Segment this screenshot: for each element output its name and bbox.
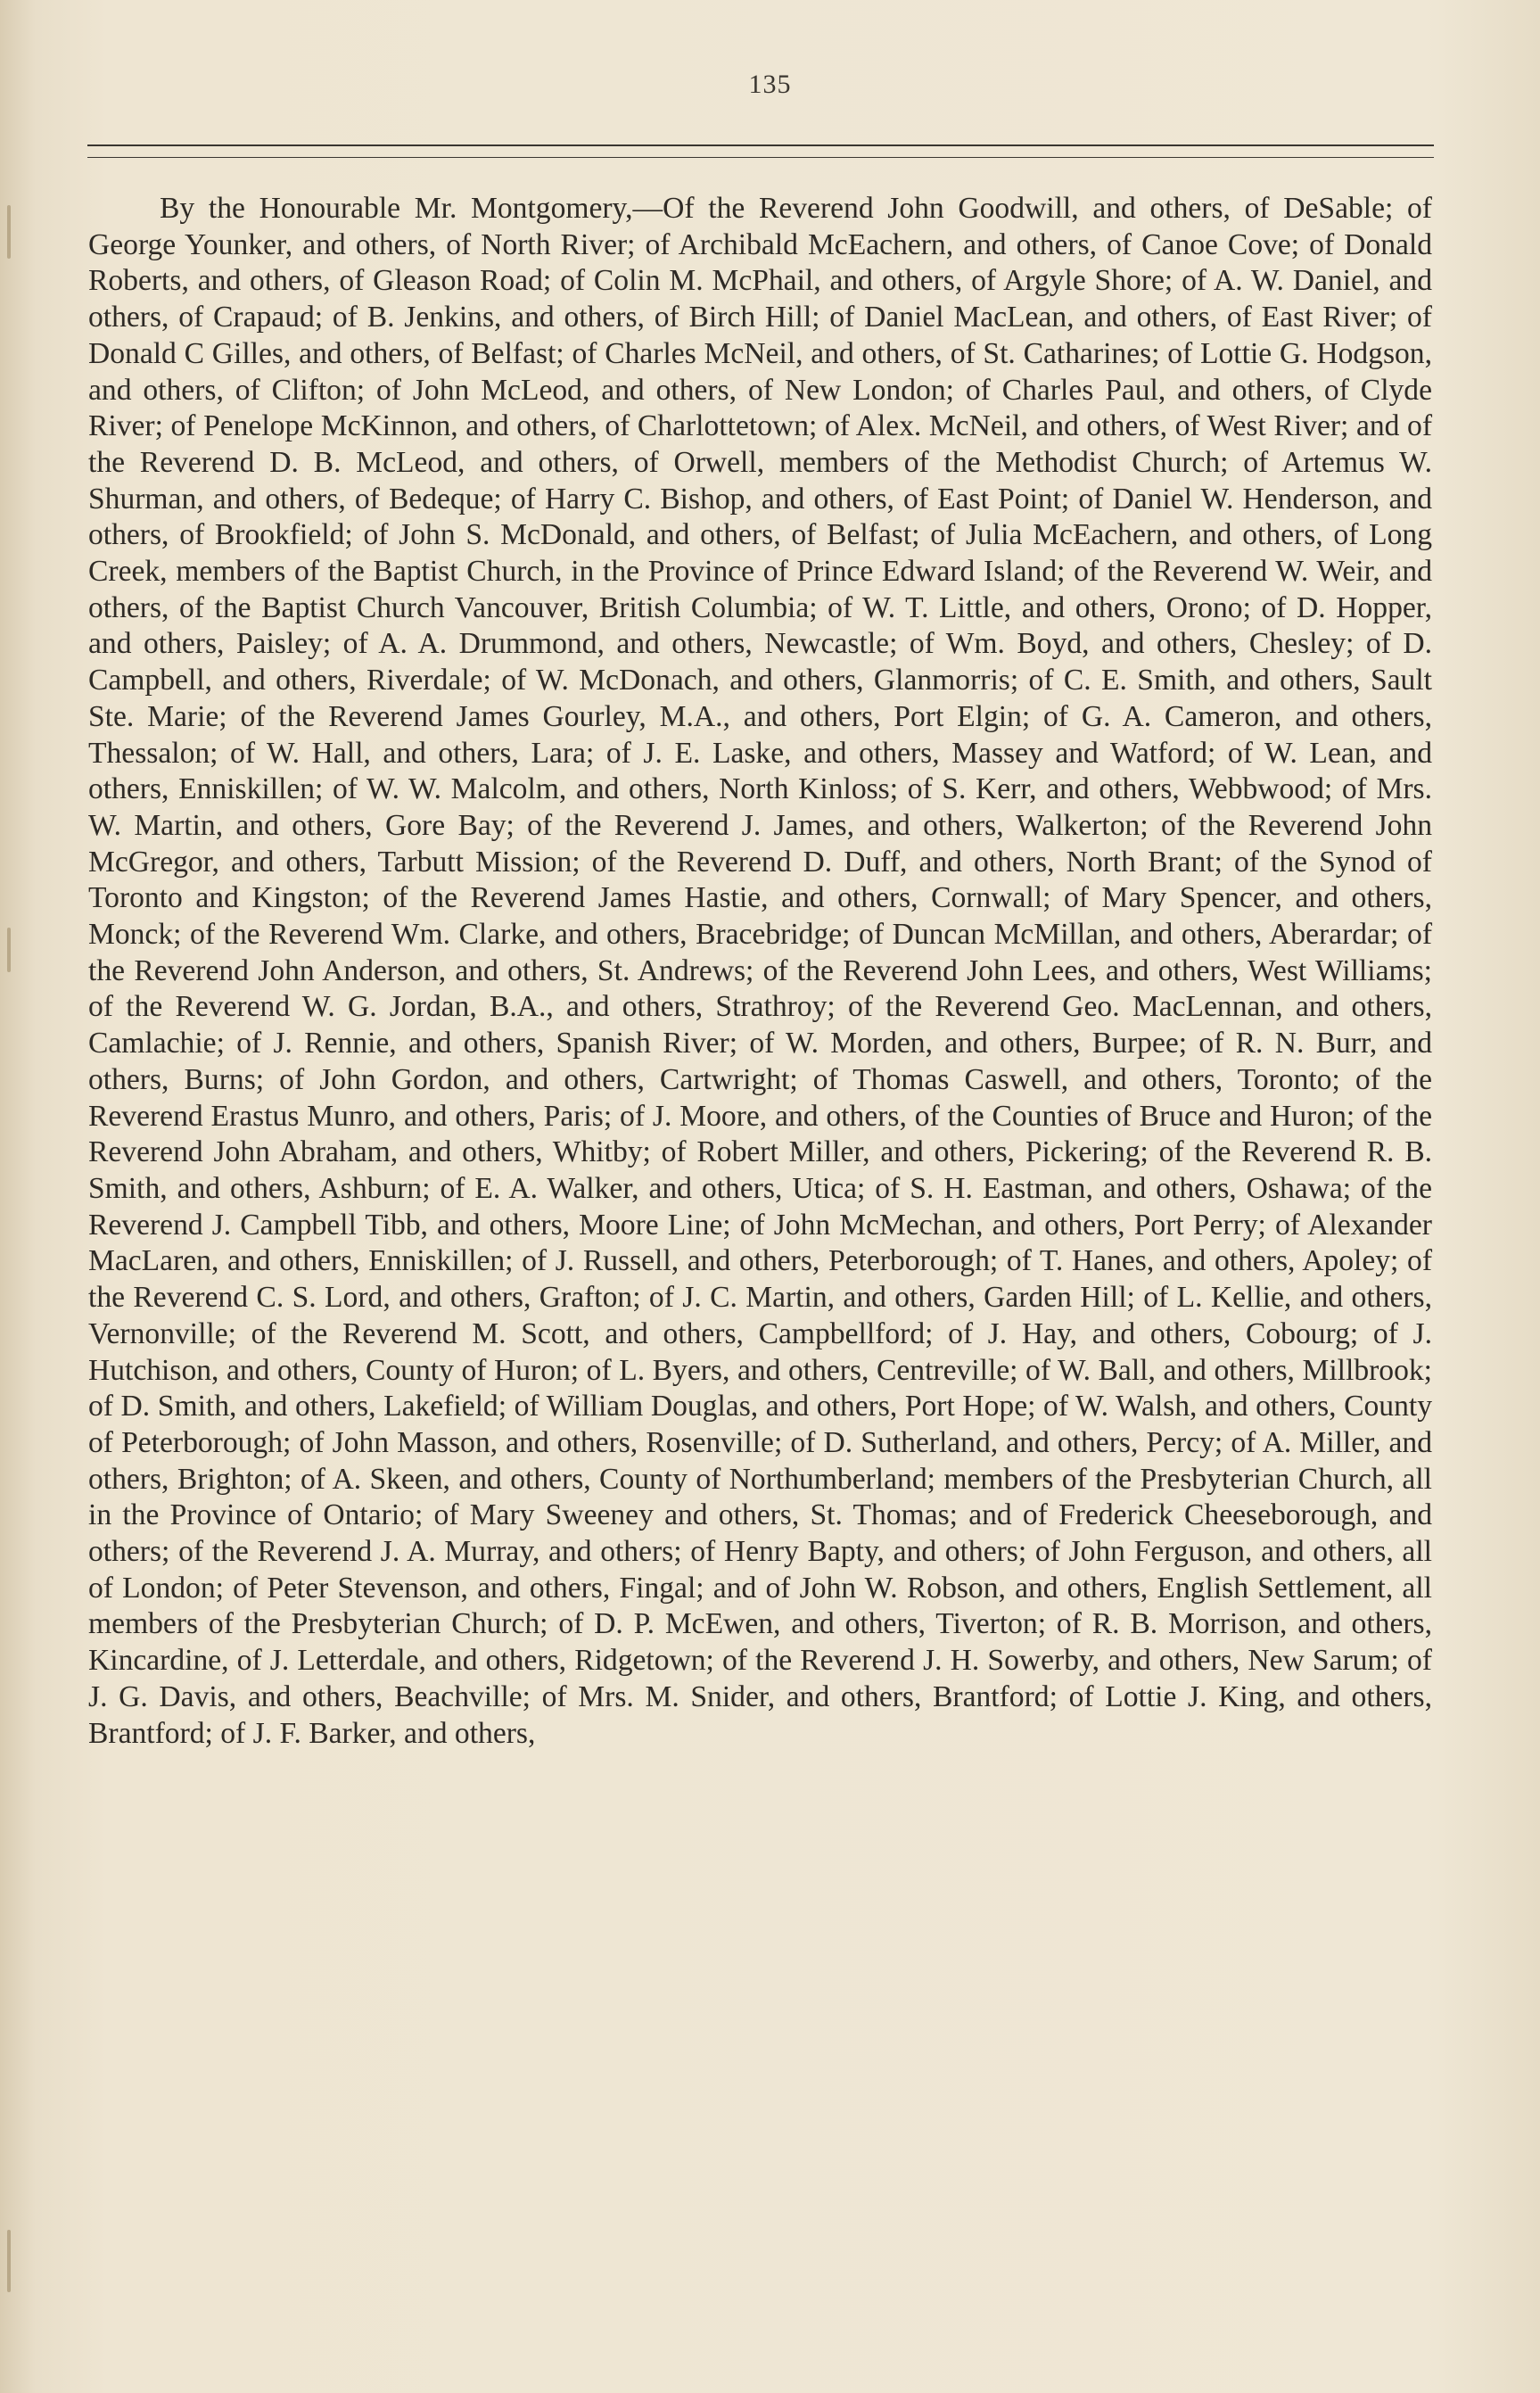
body-paragraph: By the Honourable Mr. Montgomery,—Of the Reverend John Goodwill, and others, of DeSable; of George Younker, and others, of North River; of Archibald McEachern, and others, of Canoe Cove; of Donald Roberts, and others, of Gleason Road; of Colin M. McPhail, and others, of Argyle Shore; of A. W. Daniel, and others, of Crapaud; of B. Jenkins, and others, of Birch Hill; of Daniel MacLean, and others, of East River; of Donald C Gilles, and others, of Belfast; of Charles McNeil, and others, of St. Catharines; of Lottie G. Hodgson, and others, of Clifton; of John McLeod, and others, of New London; of Charles Paul, and others, of Clyde River; of Penelope McKinnon, and others, of Charlottetown; of Alex. McNeil, and others, of West River; and of the Reverend D. B. McLeod, and others, of Orwell, members of the Methodist Church; of Artemus W. Shurman, and others, of Bedeque; of Harry C. Bishop, and others, of East Point; of Daniel W. Henderson, and others, of Brookfield; of John S. McDonald, and others, of Belfast; of Julia McEachern, and others, of Long Creek, members of the Baptist Church, in the Province of Prince Edward Island; of the Reverend W. Weir, and others, of the Baptist Church Vancouver, British Columbia; of W. T. Little, and others, Orono; of D. Hopper, and others, Paisley; of A. A. Drummond, and others, Newcastle; of Wm. Boyd, and others, Chesley; of D. Campbell, and others, Riverdale; of W. McDonach, and others, Glanmorris; of C. E. Smith, and others, Sault Ste. Marie; of the Reverend James Gourley, M.A., and others, Port Elgin; of G. A. Cameron, and others, Thessalon; of W. Hall, and others, Lara; of J. E. Laske, and others, Massey and Watford; of W. Lean, and others, Enniskillen; of W. W. Malcolm, and others, North Kinloss; of S. Kerr, and others, Webbwood; of Mrs. W. Martin, and others, Gore Bay; of the Reverend J. James, and others, Walkerton; of the Reverend John McGregor, and others, Tarbutt Mission; of the Reverend D. Duff, and others, North Brant; of the Synod of Toronto and Kingston; of the Reverend James Hastie, and others, Cornwall; of Mary Spencer, and others, Monck; of the Reverend Wm. Clarke, and others, Bracebridge; of Duncan McMillan, and others, Aberardar; of the Reverend John Anderson, and others, St. Andrews; of the Reverend John Lees, and others, West Williams; of the Reverend W. G. Jordan, B.A., and others, Strathroy; of the Reverend Geo. MacLennan, and others, Camlachie; of J. Rennie, and others, Spanish River; of W. Morden, and others, Burpee; of R. N. Burr, and others, Burns; of John Gordon, and others, Cartwright; of Thomas Caswell, and others, Toronto; of the Reverend Erastus Munro, and others, Paris; of J. Moore, and others, of the Counties of Bruce and Huron; of the Reverend John Abraham, and others, Whitby; of Robert Miller, and others, Pickering; of the Reverend R. B. Smith, and others, Ashburn; of E. A. Walker, and others, Utica; of S. H. Eastman, and others, Oshawa; of the Reverend J. Campbell Tibb, and others, Moore Line; of John McMechan, and others, Port Perry; of Alexander MacLaren, and others, Enniskillen; of J. Russell, and others, Peterborough; of T. Hanes, and others, Apoley; of the Reverend C. S. Lord, and others, Grafton; of J. C. Martin, and others, Garden Hill; of L. Kellie, and others, Vernonville; of the Reverend M. Scott, and others, Campbellford; of J. Hay, and others, Cobourg; of J. Hutchison, and others, County of Huron; of L. Byers, and others, Centreville; of W. Ball, and others, Millbrook; of D. Smith, and others, Lakefield; of William Douglas, and others, Port Hope; of W. Walsh, and others, County of Peterborough; of John Masson, and others, Rosenville; of D. Sutherland, and others, Percy; of A. Miller, and others, Brighton; of A. Skeen, and others, County of Northumberland; members of the Presbyterian Church, all in the Province of Ontario; of Mary Sweeney and others, St. Thomas; and of Frederick Cheeseborough, and others; of the Reverend J. A. Murray, and others; of Henry Bapty, and others; of John Ferguson, and others, all of London; of Peter Stevenson, and others, Fingal; and of John W. Robson, and others, English Settlement, all members of the Presbyterian Church; of D. P. McEwen, and others, Tiverton; of R. B. Morrison, and others, Kincardine, of J. Letterdale, and others, Ridgetown; of the Reverend J. H. Sowerby, and others, New Sarum; of J. G. Davis, and others, Beachville; of Mrs. M. Snider, and others, Brantford; of Lottie J. King, and others, Brantford; of J. F. Barker, and others, — [88, 192, 1432, 1750]
header-rule-bottom — [87, 157, 1434, 158]
page-edge-mark — [7, 928, 11, 972]
page-edge-mark — [7, 205, 11, 259]
page-edge-mark — [7, 2230, 11, 2292]
page-number: 135 — [748, 70, 792, 99]
header-rule-top — [87, 144, 1434, 146]
